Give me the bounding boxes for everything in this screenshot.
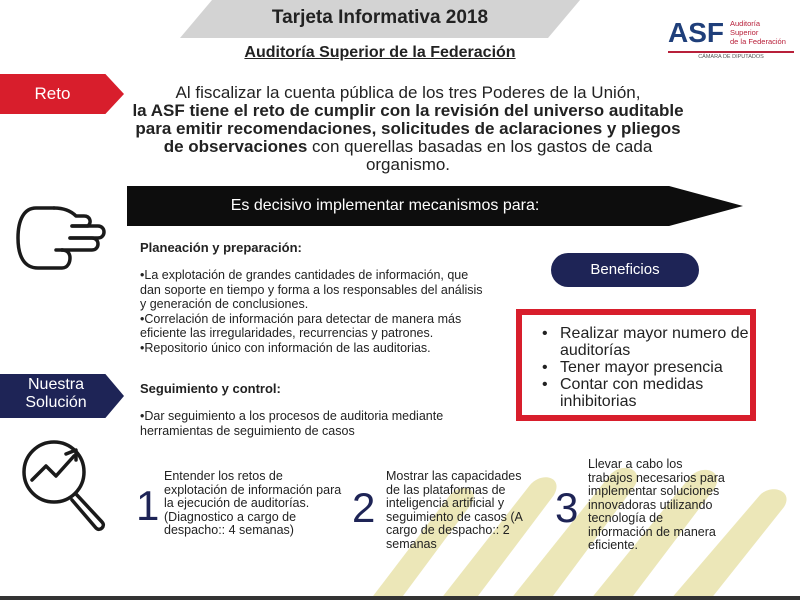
page-title: Tarjeta Informativa 2018 xyxy=(271,7,489,28)
seguimiento-title: Seguimiento y control: xyxy=(140,381,281,396)
asf-logo xyxy=(668,17,798,61)
step-3-text: Llevar a cabo los trabajos necesarios para implementar soluciones innovadoras utilizando tecnología de información de manera eficiente. xyxy=(588,457,725,552)
bottom-border xyxy=(0,596,800,600)
reto-text xyxy=(128,84,688,174)
page-subtitle: Auditoría Superior de la Federación xyxy=(244,44,516,61)
beneficio-item: • Realizar mayor numero de auditorías xyxy=(540,325,750,359)
step-3-number: 3 xyxy=(555,484,579,531)
reto-text-part1: Al fiscalizar la cuenta pública de los tres Poderes de la Unión, xyxy=(175,83,641,102)
logo-line-3: de la Federación xyxy=(730,37,786,46)
reto-label: Reto xyxy=(34,84,71,103)
beneficio-item: • Tener mayor presencia xyxy=(540,359,750,376)
planeacion-title: Planeación y preparación: xyxy=(140,240,302,255)
decisive-text: Es decisivo implementar mecanismos para: xyxy=(230,197,540,214)
step-1-text: Entender los retos de explotación de información para la ejecución de auditorías. (Diagnostico a cargo de despacho:: 4 semanas) xyxy=(164,469,342,537)
solucion-label-line2: Solución xyxy=(25,394,87,411)
logo-camara: CÁMARA DE DIPUTADOS xyxy=(698,54,764,60)
beneficios-label: Beneficios xyxy=(590,261,660,278)
beneficios-list xyxy=(540,325,750,410)
reto-text-bold: la ASF tiene el reto de cumplir con la revisión del universo auditable para emitir recomendaciones, solicitudes de aclaraciones y pliegos de observaciones xyxy=(132,101,684,156)
seguimiento-text: •Dar seguimiento a los procesos de auditoria mediante herramientas de seguimiento de casos xyxy=(140,409,444,438)
step-2-text: Mostrar las capacidades de las plataformas de inteligencia artificial y seguimiento de casos (A cargo de despacho:: 2 semanas xyxy=(386,469,523,551)
beneficio-item: • Contar con medidas inhibitorias xyxy=(540,376,750,410)
solucion-label-line1: Nuestra xyxy=(27,376,85,393)
step-1-number: 1 xyxy=(136,482,160,529)
solucion-label xyxy=(0,376,112,412)
logo-line-2: Superior xyxy=(730,28,759,37)
step-2-number: 2 xyxy=(352,484,376,531)
reto-text-part2: con querellas basadas en los gastos de cada organismo. xyxy=(307,137,653,174)
pointing-hand-icon xyxy=(14,202,108,274)
planeacion-item: •Repositorio único con información de las auditorias. xyxy=(140,340,431,355)
logo-line-1: Auditoría xyxy=(730,19,761,28)
logo-divider xyxy=(668,51,794,53)
magnifier-chart-icon xyxy=(20,436,114,532)
planeacion-list xyxy=(140,268,485,355)
planeacion-item: •La explotación de grandes cantidades de información, que dan soporte en tiempo y forma a los responsables del análisis y generación de conclusiones. xyxy=(140,268,483,311)
logo-acronym: ASF xyxy=(668,17,724,48)
planeacion-item: •Correlación de información para detectar de manera más eficiente las irregularidades, recurrencias y patrones. xyxy=(140,311,462,340)
